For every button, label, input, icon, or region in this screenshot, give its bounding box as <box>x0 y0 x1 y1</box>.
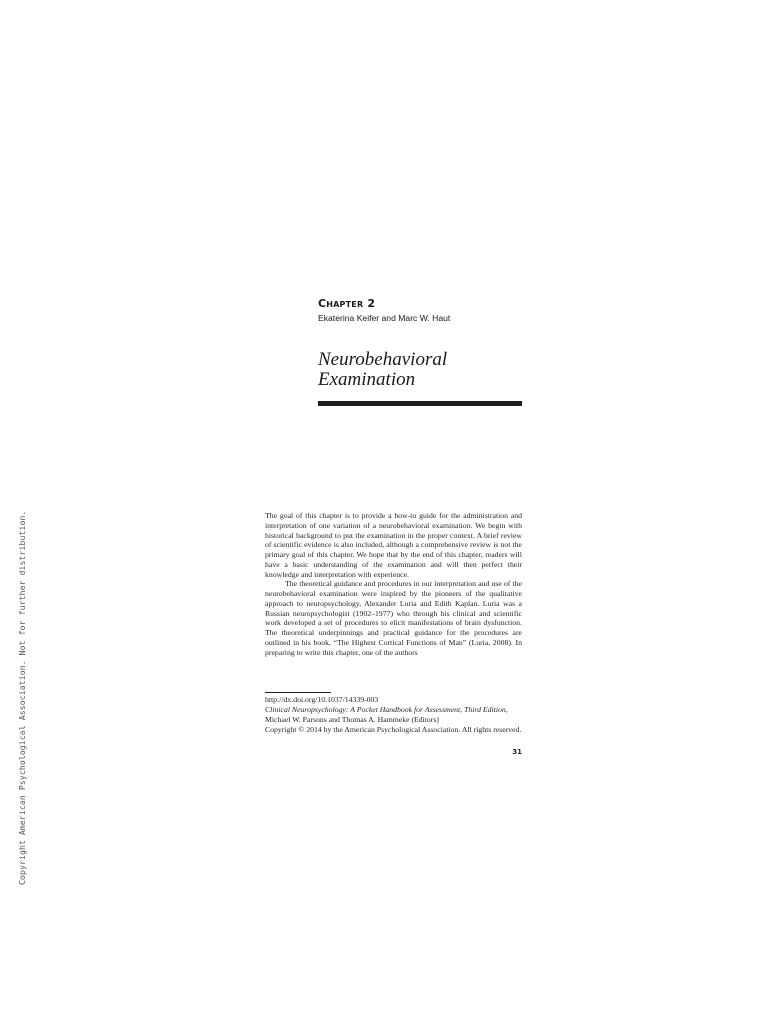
chapter-authors: Ekaterina Keifer and Marc W. Haut <box>318 313 451 323</box>
footnote-editors: Michael W. Parsons and Thomas A. Hammeke (Editors) <box>265 715 439 724</box>
footnote-book-title: Clinical Neuropsychology: A Pocket Handbook for Assessment, Third Edition, <box>265 705 508 714</box>
body-paragraph-1: The goal of this chapter is to provide a how-to guide for the administration and interpretation of one variation of a neurobehavioral examination. We begin with historical background to put the examination in the proper context. A brief review of scientific evidence is also included, although a comprehensive review is not the primary goal of this chapter. We hope that by the end of this chapter, readers will have a basic understanding of the examination and will then perfect their knowledge and interpretation with experience. <box>265 511 522 579</box>
footnote <box>265 695 522 735</box>
chapter-label: Chapter 2 <box>318 297 376 310</box>
chapter-title-line-2: Examination <box>318 369 416 390</box>
chapter-title-line-1: Neurobehavioral <box>318 349 448 370</box>
chapter-title <box>318 350 523 390</box>
footnote-rule <box>265 692 331 693</box>
body-text <box>265 511 522 657</box>
body-paragraph-2: The theoretical guidance and procedures in our interpretation and use of the neurobehavioral examination were inspired by the pioneers of the qualitative approach to neuropsychology, Alexander Luria and Edith Kaplan. Luria was a Russian neuropsychologist (1902–1977) who through his clinical and scientific work developed a set of procedures to elicit manifestations of brain dysfunction. The theoretical underpinnings and practical guidance for the procedures are outlined in his book, “The Highest Cortical Functions of Man” (Luria, 2008). In preparing to write this chapter, one of the authors <box>265 579 522 657</box>
title-rule <box>318 401 522 406</box>
footnote-doi: http://dx.doi.org/10.1037/14339-003 <box>265 695 379 704</box>
page-number: 31 <box>512 748 522 756</box>
footnote-copyright: Copyright © 2014 by the American Psychological Association. All rights reserved. <box>265 725 522 734</box>
copyright-side-notice: Copyright American Psychological Association. Not for further distribution. <box>17 510 27 885</box>
